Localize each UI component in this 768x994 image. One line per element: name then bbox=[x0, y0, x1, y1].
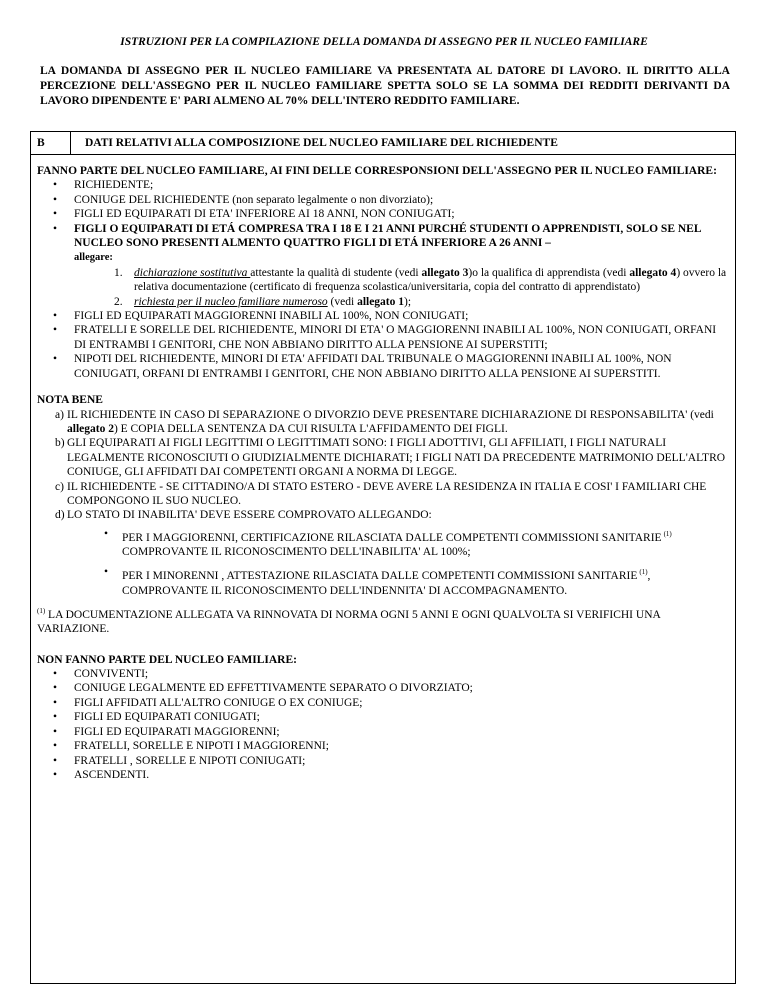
allegato-ref: allegato 1 bbox=[357, 295, 405, 308]
list-item: • FRATELLI, SORELLE E NIPOTI I MAGGIORENNI; bbox=[37, 739, 731, 753]
footnote-text: LA DOCUMENTAZIONE ALLEGATA VA RINNOVATA DI NORMA OGNI 5 ANNI E OGNI QUALVOLTA SI VERIFICHI UNA VARIAZIONE. bbox=[37, 608, 661, 636]
list-item: • FIGLI ED EQUIPARATI CONIUGATI; bbox=[37, 710, 731, 724]
non-fanno-parte-list bbox=[37, 667, 731, 782]
list-item: • CONIUGE DEL RICHIEDENTE (non separato legalmente o non divorziato); bbox=[37, 193, 731, 207]
list-item: • FRATELLI , SORELLE E NIPOTI CONIUGATI; bbox=[37, 754, 731, 768]
inabilita-list bbox=[67, 527, 731, 598]
text-span: attestante la qualità di studente (vedi bbox=[250, 266, 422, 279]
nota-item-a bbox=[37, 408, 731, 437]
text-span: ) ovvero la relativa documentazione (certificato di frequenza scolastica/universitaria, copia del contratto di apprendistato) bbox=[134, 266, 727, 294]
fanno-parte-list bbox=[37, 178, 731, 381]
list-item: • NIPOTI DEL RICHIEDENTE, MINORI DI ETA' AFFIDATI DAL TRIBUNALE O MAGGIORENNI INABILI AL 100%, NON CONIUGATI, ORFANI DI ENTRAMBI I GENITORI, CHE NON ABBIANO DIRITTO ALLA PENSIONE AI SUPERSTITI. bbox=[37, 352, 731, 381]
nota-bene-heading: NOTA BENE bbox=[37, 394, 103, 407]
allegare-item-2 bbox=[74, 295, 731, 309]
item-number: 2. bbox=[114, 295, 123, 308]
allegare-label: allegare: bbox=[74, 252, 113, 264]
list-item: • FRATELLI E SORELLE DEL RICHIEDENTE, MINORI DI ETA' O MAGGIORENNI INABILI AL 100%, NON CONIUGATI, ORFANI DI ENTRAMBI I GENITORI, CHE NON ABBIANO DIRITTO ALLA PENSIONE AI SUPERSTITI; bbox=[37, 323, 731, 352]
non-fanno-parte-heading: NON FANNO PARTE DEL NUCLEO FAMILIARE: bbox=[37, 653, 297, 666]
section-header bbox=[31, 132, 735, 155]
text-span: ); bbox=[404, 295, 412, 308]
special-item-text: FIGLI O EQUIPARATI DI ETÁ COMPRESA TRA I 18 E I 21 ANNI PURCHÉ STUDENTI O APPRENDISTI, SOLO SE NEL NUCLEO SONO PRESENTI ALMENTO QUATTRO FIGLI DI ETÁ INFERIORE A 26 ANNI – bbox=[74, 222, 701, 250]
item-number: 1. bbox=[114, 266, 123, 279]
item-marker: a) bbox=[55, 408, 64, 421]
list-item: • FIGLI ED EQUIPARATI DI ETA' INFERIORE AI 18 ANNI, NON CONIUGATI; bbox=[37, 207, 731, 221]
text-span: LO STATO DI INABILITA' DEVE ESSERE COMPROVATO ALLEGANDO: bbox=[67, 509, 432, 522]
section-content bbox=[37, 164, 731, 782]
allegato-ref: allegato 3 bbox=[421, 266, 469, 279]
richiesta-nucleo-link[interactable]: richiesta per il nucleo familiare numeroso bbox=[134, 295, 328, 308]
text-span: )o la qualifica di apprendista (vedi bbox=[468, 266, 630, 279]
nota-item-c bbox=[37, 480, 731, 509]
allegato-ref: allegato 4 bbox=[629, 266, 677, 279]
footnote bbox=[37, 604, 731, 637]
text-span: ) E COPIA DELLA SENTENZA DA CUI RISULTA L'AFFIDAMENTO DEI FIGLI. bbox=[113, 422, 508, 435]
text-span: IL RICHIEDENTE IN CASO DI SEPARAZIONE O DIVORZIO DEVE PRESENTARE DICHIARAZIONE DI RESPONSABILITA' (vedi bbox=[67, 408, 714, 421]
list-item: • FIGLI ED EQUIPARATI MAGGIORENNI INABILI AL 100%, NON CONIUGATI; bbox=[37, 309, 731, 323]
list-item: • RICHIEDENTE; bbox=[37, 178, 731, 192]
inabilita-item-maggiorenni bbox=[67, 527, 731, 560]
allegare-list bbox=[74, 266, 731, 309]
list-item: • FIGLI AFFIDATI ALL'ALTRO CONIUGE O EX CONIUGE; bbox=[37, 696, 731, 710]
page-title: ISTRUZIONI PER LA COMPILAZIONE DELLA DOMANDA DI ASSEGNO PER IL NUCLEO FAMILIARE bbox=[120, 36, 648, 48]
list-item: • CONIUGE LEGALMENTE ED EFFETTIVAMENTE SEPARATO O DIVORZIATO; bbox=[37, 681, 731, 695]
text-span: GLI EQUIPARATI AI FIGLI LEGITTIMI O LEGITTIMATI SONO: I FIGLI ADOTTIVI, GLI AFFILIATI, I FIGLI NATURALI LEGALMENTE RICONOSCIUTI O GIUDIZIALMENTE DICHIARATI; I FIGLI NATI DA PRECEDENTE MATRIMONIO DELL'ALTRO CONIUGE, GLI AFFIDATI DAI COMPETENTI ORGANI A NORMA DI LEGGE. bbox=[67, 437, 726, 479]
list-item: • FIGLI ED EQUIPARATI MAGGIORENNI; bbox=[37, 725, 731, 739]
text-span: COMPROVANTE IL RICONOSCIMENTO DELL'INABILITA' AL 100%; bbox=[122, 545, 471, 558]
footnote-ref: (1) bbox=[663, 529, 672, 538]
nota-item-d bbox=[37, 508, 731, 598]
allegato-ref: allegato 2 bbox=[67, 422, 114, 435]
fanno-parte-heading: FANNO PARTE DEL NUCLEO FAMILIARE, AI FINI DELLE CORRESPONSIONI DELL'ASSEGNO PER IL NUCLEO FAMILIARE: bbox=[37, 165, 717, 177]
text-span: IL RICHIEDENTE - SE CITTADINO/A DI STATO ESTERO - DEVE AVERE LA RESIDENZA IN ITALIA E COSI' I FAMILIARI CHE COMPONGONO IL SUO NUCLEO. bbox=[67, 480, 707, 507]
intro-paragraph: LA DOMANDA DI ASSEGNO PER IL NUCLEO FAMILIARE VA PRESENTATA AL DATORE DI LAVORO. IL DIRITTO ALLA PERCEZIONE DELL'ASSEGNO PER IL NUCLEO FAMILIARE SPETTA SOLO SE LA SOMMA DEI REDDITI DERIVANTI DA LAVORO DIPENDENTE E' PARI ALMENO AL 70% DELL'INTERO REDDITO FAMILIARE. bbox=[40, 65, 730, 107]
footnote-ref: (1) bbox=[639, 568, 648, 577]
footnote-ref: (1) bbox=[37, 607, 46, 616]
text-span: , COMPROVANTE IL RICONOSCIMENTO DELL'INDENNITA' DI ACCOMPAGNAMENTO. bbox=[122, 570, 651, 597]
nota-bene-list bbox=[37, 408, 731, 599]
dichiarazione-sostitutiva-link[interactable]: dichiarazione sostitutiva bbox=[134, 266, 251, 279]
item-marker: d) bbox=[55, 509, 65, 522]
text-span: (vedi bbox=[327, 295, 358, 308]
list-item: • CONVIVENTI; bbox=[37, 667, 731, 681]
section-frame bbox=[30, 131, 736, 984]
section-letter: B bbox=[31, 132, 71, 154]
text-span: PER I MAGGIORENNI, CERTIFICAZIONE RILASCIATA DALLE COMPETENTI COMMISSIONI SANITARIE bbox=[122, 531, 662, 544]
list-item-special bbox=[37, 222, 731, 309]
section-title: DATI RELATIVI ALLA COMPOSIZIONE DEL NUCLEO FAMILIARE DEL RICHIEDENTE bbox=[85, 137, 558, 149]
item-marker: b) bbox=[55, 437, 65, 450]
nota-item-b bbox=[37, 436, 731, 479]
allegare-item-1 bbox=[74, 266, 731, 295]
inabilita-item-minorenni bbox=[67, 565, 731, 598]
list-item: • ASCENDENTI. bbox=[37, 768, 731, 782]
item-marker: c) bbox=[55, 480, 64, 493]
text-span: PER I MINORENNI , ATTESTAZIONE RILASCIATA DALLE COMPETENTI COMMISSIONI SANITARIE bbox=[122, 570, 638, 583]
